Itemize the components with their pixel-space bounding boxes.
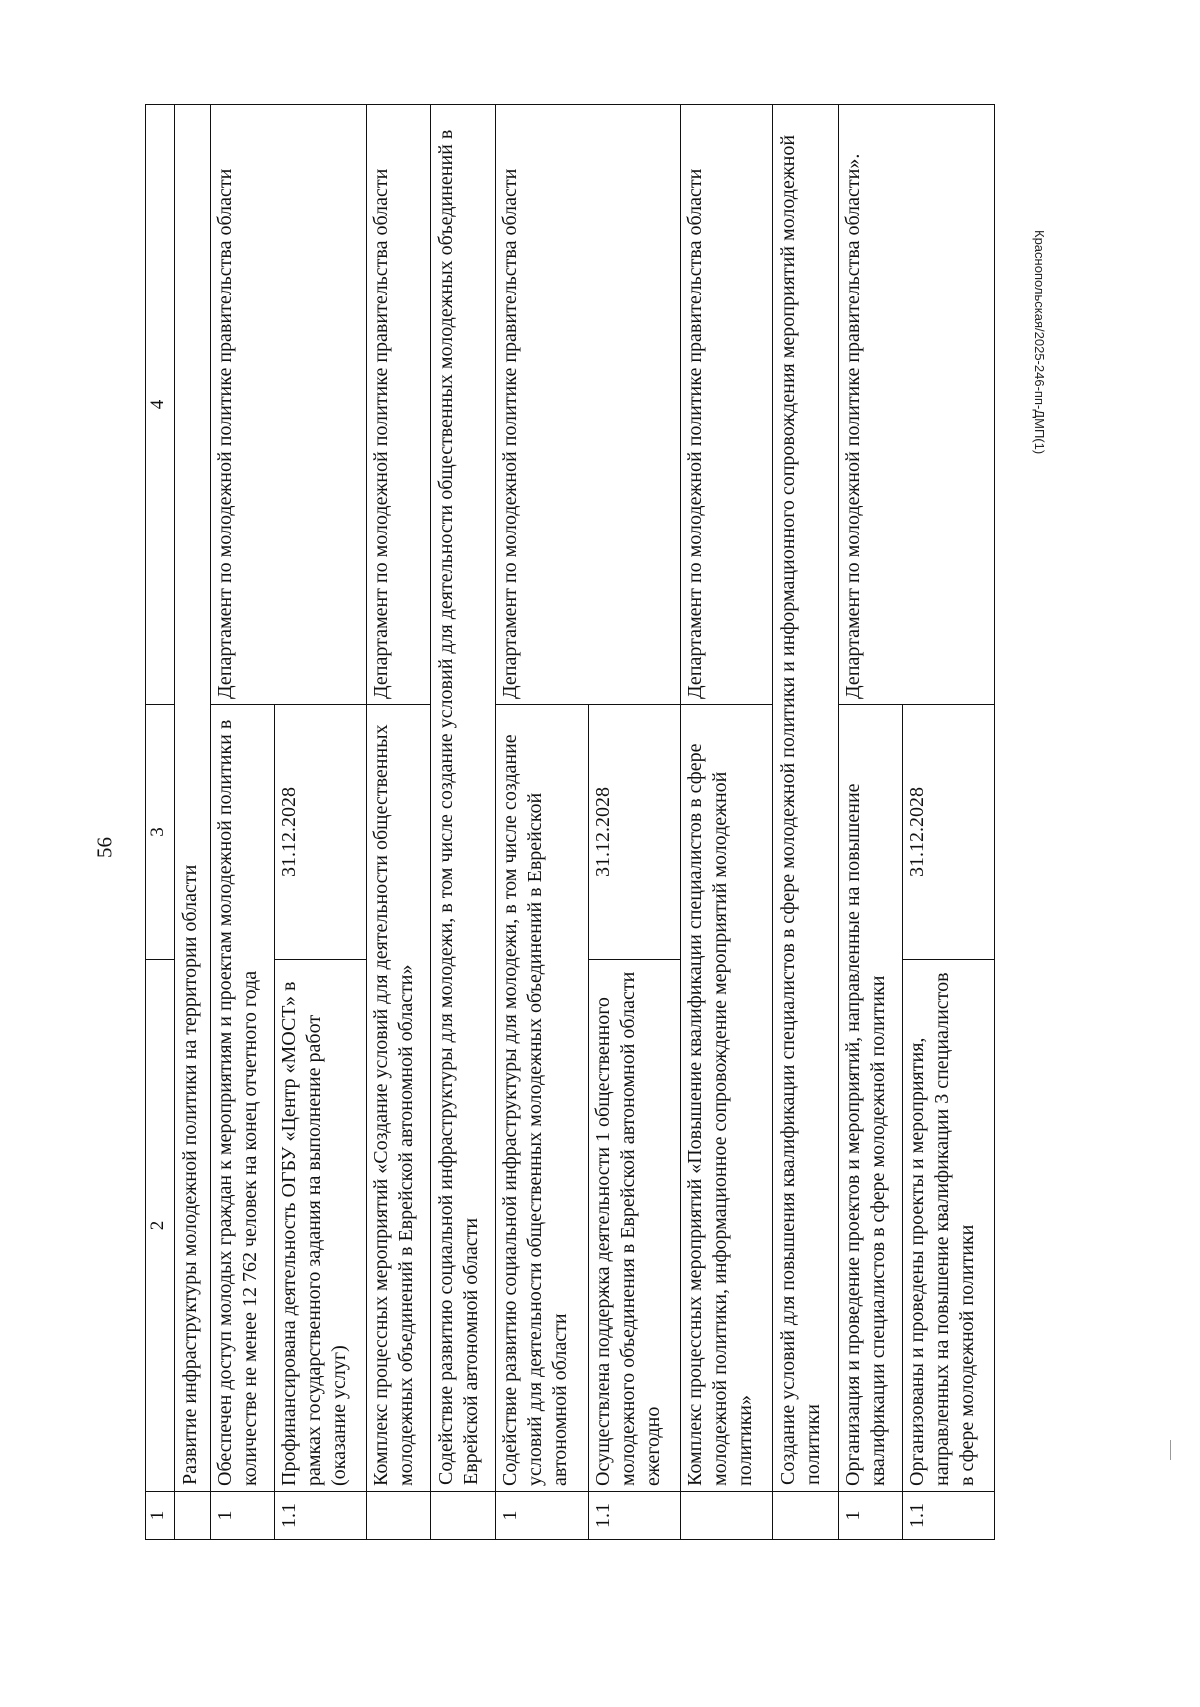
- table-row: [839, 105, 902, 1540]
- document-table-rotated: [145, 105, 995, 1540]
- row-number: 1.1: [588, 1492, 680, 1540]
- empty-cell: [174, 1492, 211, 1540]
- empty-cell: [773, 1492, 839, 1540]
- responsible-cell: Департамент по молодежной политике правительства области: [681, 105, 773, 705]
- row-description: Содействие развитию социальной инфраструктуры для молодежи, в том числе создание условий для деятельности общественных молодежных объединений в Еврейской автономной области: [496, 705, 588, 1492]
- section-row: [430, 105, 496, 1540]
- header-col-4: 4: [146, 105, 175, 705]
- section-row: [773, 105, 839, 1540]
- deadline-cell: 31.12.2028: [274, 705, 366, 960]
- row-number: 1.1: [274, 1492, 366, 1540]
- header-col-1: 1: [146, 1492, 175, 1540]
- header-col-2: 2: [146, 960, 175, 1492]
- section-text: Создание условий для повышения квалификации специалистов в сфере молодежной политики и информационного сопровождения мероприятий молодежной политики: [773, 105, 839, 1492]
- document-code: Краснопольская/2025-246-пп-ДМП(1): [1032, 230, 1047, 455]
- row-number: 1: [839, 1492, 902, 1540]
- program-table: [145, 104, 995, 1540]
- row-description: Обеспечен доступ молодых граждан к мероприятиям и проектам молодежной политики в количестве не менее 12 762 человек на конец отчетного года: [211, 705, 274, 1492]
- header-row: [146, 105, 175, 1540]
- row-description: Осуществлена поддержка деятельности 1 общественного молодежного объединения в Еврейской автономной области ежегодно: [588, 960, 680, 1492]
- complex-row: [367, 105, 430, 1540]
- row-number: 1.1: [902, 1492, 994, 1540]
- section-row: [174, 105, 211, 1540]
- table-row: [496, 105, 588, 1540]
- margin-mark: [1170, 1440, 1171, 1460]
- complex-row: [681, 105, 773, 1540]
- responsible-cell: Департамент по молодежной политике правительства области: [496, 105, 681, 705]
- row-description: Профинансирована деятельность ОГБУ «Центр «МОСТ» в рамках государственного задания на выполнение работ (оказание услуг): [274, 960, 366, 1492]
- empty-cell: [681, 1492, 773, 1540]
- deadline-cell: 31.12.2028: [588, 705, 680, 960]
- row-number: 1: [211, 1492, 274, 1540]
- responsible-cell: Департамент по молодежной политике правительства области: [367, 105, 430, 705]
- row-description: Организованы и проведены проекты и мероприятия, направленных на повышение квалификации 3 специалистов в сфере молодежной политики: [902, 960, 994, 1492]
- complex-title: Комплекс процессных мероприятий «Создание условий для деятельности общественных молодежных объединений в Еврейской автономной области»: [367, 705, 430, 1492]
- empty-cell: [367, 1492, 430, 1540]
- table-row: [211, 105, 274, 1540]
- empty-cell: [430, 1492, 496, 1540]
- responsible-cell: Департамент по молодежной политике правительства области: [211, 105, 367, 705]
- section-text: Развитие инфраструктуры молодежной политики на территории области: [174, 105, 211, 1492]
- header-col-3: 3: [146, 705, 175, 960]
- row-description: Организация и проведение проектов и мероприятий, направленные на повышение квалификации специалистов в сфере молодежной политики: [839, 705, 902, 1492]
- row-number: 1: [496, 1492, 588, 1540]
- responsible-cell: Департамент по молодежной политике правительства области».: [839, 105, 995, 705]
- deadline-cell: 31.12.2028: [902, 705, 994, 960]
- section-text: Содействие развитию социальной инфраструктуры для молодежи, в том числе создание условий для деятельности общественных молодежных объединений в Еврейской автономной области: [430, 105, 496, 1492]
- complex-title: Комплекс процессных мероприятий «Повышение квалификации специалистов в сфере молодежной политики, информационное сопровождение мероприятий молодежной политики»: [681, 705, 773, 1492]
- page-number: 56: [92, 837, 117, 858]
